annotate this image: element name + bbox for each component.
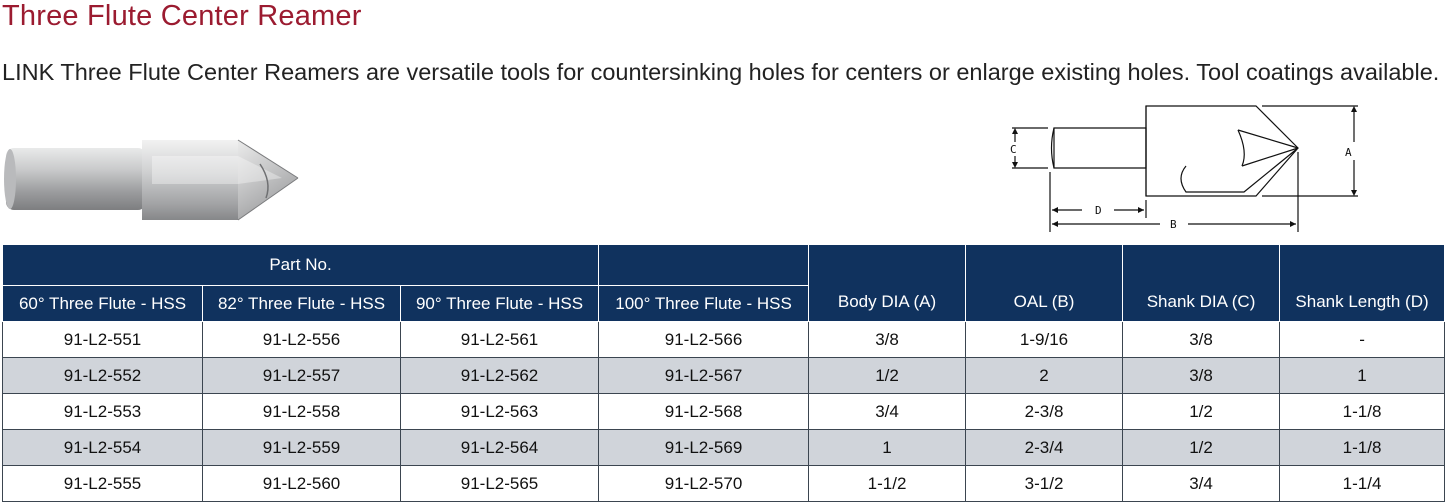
table-cell: 3/4 — [1123, 466, 1280, 502]
table-cell: 91-L2-563 — [401, 394, 599, 430]
col-header-100-deg: 100° Three Flute - HSS — [599, 286, 809, 322]
table-cell: 91-L2-564 — [401, 430, 599, 466]
table-cell: 91-L2-561 — [401, 322, 599, 358]
table-cell: 1-1/2 — [809, 466, 966, 502]
table-cell: 91-L2-551 — [3, 322, 203, 358]
table-cell: 91-L2-565 — [401, 466, 599, 502]
table-cell: - — [1280, 322, 1445, 358]
table-cell: 1/2 — [809, 358, 966, 394]
table-cell: 91-L2-566 — [599, 322, 809, 358]
table-cell: 91-L2-567 — [599, 358, 809, 394]
table-row — [3, 430, 1445, 466]
table-row — [3, 322, 1445, 358]
table-cell: 2 — [966, 358, 1123, 394]
table-cell: 2-3/8 — [966, 394, 1123, 430]
table-cell: 91-L2-569 — [599, 430, 809, 466]
table-cell: 3/8 — [809, 322, 966, 358]
part-no-group-header: Part No. — [3, 245, 599, 286]
table-cell: 91-L2-558 — [203, 394, 401, 430]
table-cell: 91-L2-557 — [203, 358, 401, 394]
table-cell: 3/8 — [1123, 358, 1280, 394]
table-cell: 1-1/4 — [1280, 466, 1445, 502]
table-cell: 91-L2-553 — [3, 394, 203, 430]
table-cell: 1-1/8 — [1280, 430, 1445, 466]
table-cell: 1 — [1280, 358, 1445, 394]
col-header-body-dia: Body DIA (A) — [809, 245, 966, 322]
table-cell: 3-1/2 — [966, 466, 1123, 502]
table-cell: 91-L2-560 — [203, 466, 401, 502]
table-row — [3, 358, 1445, 394]
part-no-header-spacer — [599, 245, 809, 286]
table-cell: 3/8 — [1123, 322, 1280, 358]
table-row — [3, 394, 1445, 430]
table-cell: 1/2 — [1123, 394, 1280, 430]
table-cell: 91-L2-559 — [203, 430, 401, 466]
table-cell: 91-L2-552 — [3, 358, 203, 394]
diagram-label-a: A — [1345, 146, 1352, 159]
table-cell: 91-L2-570 — [599, 466, 809, 502]
page-title: Three Flute Center Reamer — [2, 0, 362, 32]
table-row — [3, 466, 1445, 502]
table-cell: 2-3/4 — [966, 430, 1123, 466]
table-cell: 91-L2-554 — [3, 430, 203, 466]
reamer-photo — [2, 134, 302, 224]
table-cell: 3/4 — [809, 394, 966, 430]
diagram-label-d: D — [1095, 204, 1102, 217]
table-cell: 1-9/16 — [966, 322, 1123, 358]
specifications-table — [2, 244, 1445, 502]
table-cell: 91-L2-562 — [401, 358, 599, 394]
col-header-82-deg: 82° Three Flute - HSS — [203, 286, 401, 322]
table-cell: 1/2 — [1123, 430, 1280, 466]
col-header-60-deg: 60° Three Flute - HSS — [3, 286, 203, 322]
product-description: LINK Three Flute Center Reamers are versatile tools for countersinking holes for centers or enlarge existing holes. Tool coatings available. — [2, 59, 1440, 85]
diagram-label-c: C — [1010, 143, 1017, 156]
col-header-oal: OAL (B) — [966, 245, 1123, 322]
table-cell: 1-1/8 — [1280, 394, 1445, 430]
table-cell: 91-L2-555 — [3, 466, 203, 502]
table-cell: 91-L2-556 — [203, 322, 401, 358]
table-cell: 1 — [809, 430, 966, 466]
col-header-shank-dia: Shank DIA (C) — [1123, 245, 1280, 322]
table-cell: 91-L2-568 — [599, 394, 809, 430]
col-header-shank-length: Shank Length (D) — [1280, 245, 1445, 322]
diagram-label-b: B — [1170, 218, 1177, 231]
reamer-dimension-diagram — [1000, 100, 1370, 235]
col-header-90-deg: 90° Three Flute - HSS — [401, 286, 599, 322]
